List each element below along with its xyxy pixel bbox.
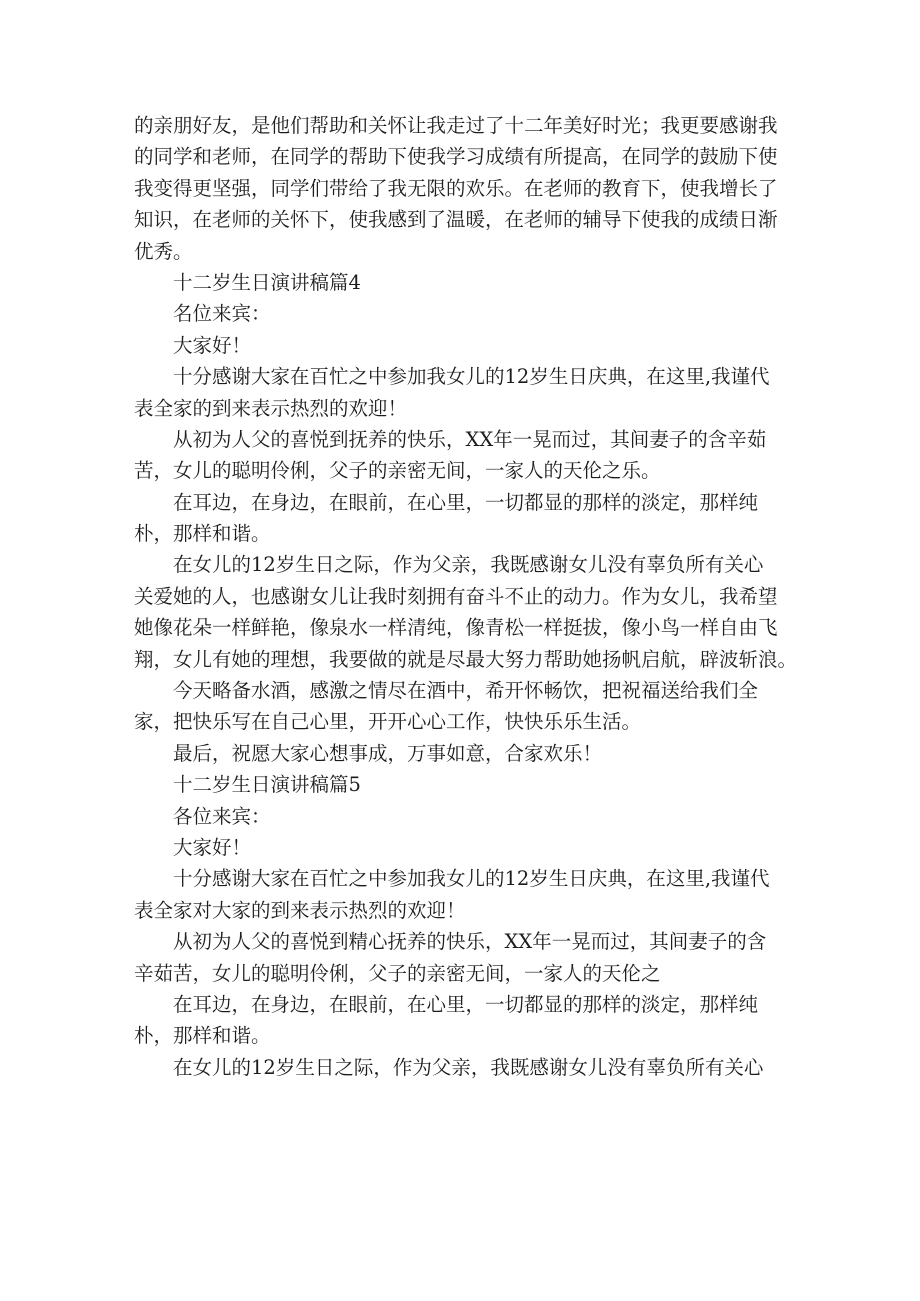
section-heading: 十二岁生日演讲稿篇4 (173, 270, 361, 294)
text-line: 辛茹苦，女儿的聪明伶俐，父子的亲密无间，一家人的天伦之 (134, 961, 661, 985)
paragraph-start: 在耳边，在身边，在眼前，在心里，一切都显的那样的淡定，那样纯 (173, 992, 759, 1016)
greeting: 大家好！ (173, 835, 252, 859)
text-line: 的同学和老师，在同学的帮助下使我学习成绩有所提高，在同学的鼓励下使 (134, 145, 778, 169)
paragraph-start: 今天略备水酒，感激之情尽在酒中，希开怀畅饮，把祝福送给我们全 (173, 679, 759, 703)
paragraph-start: 最后，祝愿大家心想事成，万事如意，合家欢乐！ (173, 741, 603, 765)
text-line: 家，把快乐写在自己心里，开开心心工作，快快乐乐生活。 (134, 710, 642, 734)
salutation: 名位来宾： (173, 302, 271, 326)
paragraph-start: 十分感谢大家在百忙之中参加我女儿的12岁生日庆典，在这里,我谨代 (173, 365, 770, 389)
document-page (134, 110, 798, 1083)
text-line: 我变得更坚强，同学们带给了我无限的欢乐。在老师的教育下，使我增长了 (134, 176, 778, 200)
text-line: 优秀。 (134, 239, 193, 263)
text-line: 知识，在老师的关怀下，使我感到了温暖，在老师的辅导下使我的成绩日渐 (134, 208, 778, 232)
salutation: 各位来宾： (173, 804, 271, 828)
text-line: 朴，那样和谐。 (134, 522, 271, 546)
paragraph-start: 在女儿的12岁生日之际，作为父亲，我既感谢女儿没有辜负所有关心 (173, 553, 764, 577)
paragraph-start: 十分感谢大家在百忙之中参加我女儿的12岁生日庆典，在这里,我谨代 (173, 867, 770, 891)
greeting: 大家好！ (173, 333, 252, 357)
paragraph-start: 在女儿的12岁生日之际，作为父亲，我既感谢女儿没有辜负所有关心 (173, 1055, 764, 1079)
text-line: 表全家对大家的到来表示热烈的欢迎！ (134, 898, 466, 922)
text-line: 关爱她的人，也感谢女儿让我时刻拥有奋斗不止的动力。作为女儿，我希望 (134, 584, 778, 608)
section-heading: 十二岁生日演讲稿篇5 (173, 773, 361, 797)
text-line: 表全家的到来表示热烈的欢迎！ (134, 396, 408, 420)
text-line: 朴，那样和谐。 (134, 1024, 271, 1048)
paragraph-start: 在耳边，在身边，在眼前，在心里，一切都显的那样的淡定，那样纯 (173, 490, 759, 514)
text-line: 的亲朋好友，是他们帮助和关怀让我走过了十二年美好时光；我更要感谢我 (134, 114, 778, 137)
paragraph-start: 从初为人父的喜悦到精心抚养的快乐，XX年一晃而过，其间妻子的含 (173, 930, 767, 954)
paragraph-start: 从初为人父的喜悦到抚养的快乐，XX年一晃而过，其间妻子的含辛茹 (173, 427, 767, 451)
text-line: 翔，女儿有她的理想，我要做的就是尽最大努力帮助她扬帆启航，辟波斩浪。 (134, 647, 798, 671)
text-line: 苦，女儿的聪明伶俐，父子的亲密无间，一家人的天伦之乐。 (134, 459, 661, 483)
text-line: 她像花朵一样鲜艳，像泉水一样清纯，像青松一样挺拔，像小鸟一样自由飞 (134, 616, 778, 640)
